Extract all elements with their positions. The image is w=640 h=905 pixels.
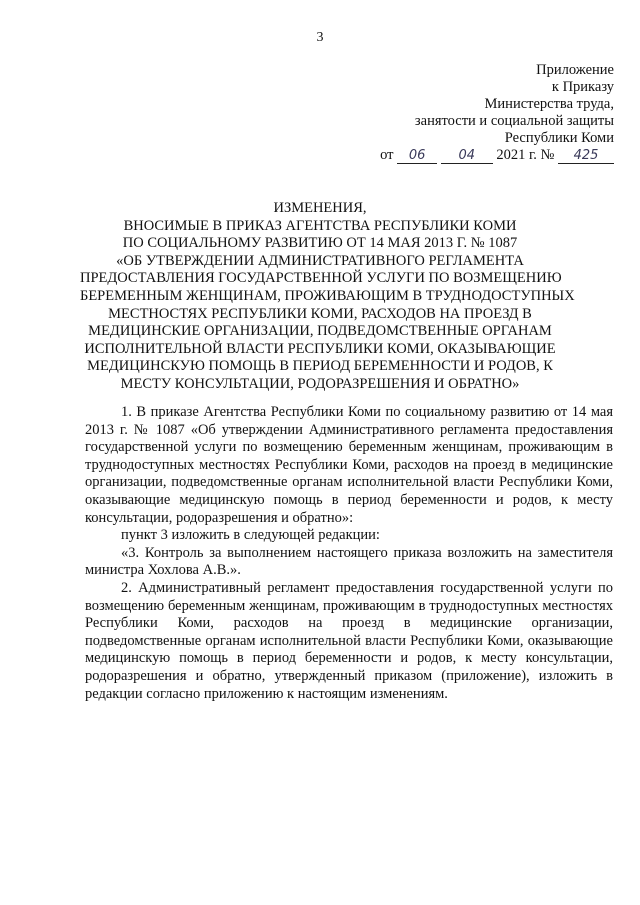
title-line: «ОБ УТВЕРЖДЕНИИ АДМИНИСТРАТИВНОГО РЕГЛАМЕНТА — [116, 252, 524, 269]
title-line: ПРЕДОСТАВЛЕНИЯ ГОСУДАРСТВЕННОЙ УСЛУГИ ПО ВОЗМЕЩЕНИЮ — [80, 270, 562, 287]
appendix-line: Министерства труда, — [484, 96, 614, 112]
title-line: БЕРЕМЕННЫМ ЖЕНЩИНАМ, ПРОЖИВАЮЩИМ В ТРУДНОДОСТУПНЫХ — [80, 287, 575, 304]
title-line: МЕДИЦИНСКИЕ ОРГАНИЗАЦИИ, ПОДВЕДОМСТВЕННЫЕ ОРГАНАМ — [88, 323, 552, 340]
paragraph-1: 1. В приказе Агентства Республики Коми по социальному развитию от 14 мая 2013 г. № 1087 «Об утверждении Административного регламента предоставления государственной услуги по возмещению беременным женщинам, проживающим в труднодоступных местностях Республики Коми, расходов на проезд в медицинские организации, подведомственные органам исполнительной власти Республики Коми, оказывающие медицинскую помощь в период беременности и родов, к месту консультации, родоразрешения и обратно»: — [85, 404, 613, 526]
title-line: ИСПОЛНИТЕЛЬНОЙ ВЛАСТИ РЕСПУБЛИКИ КОМИ, ОКАЗЫВАЮЩИЕ — [84, 340, 556, 357]
order-number: 425 — [558, 148, 614, 164]
title-line: ВНОСИМЫЕ В ПРИКАЗ АГЕНТСТВА РЕСПУБЛИКИ КОМИ — [123, 217, 517, 234]
title-line: МЕСТУ КОНСУЛЬТАЦИИ, РОДОРАЗРЕШЕНИЯ И ОБРАТНО» — [120, 375, 520, 392]
title-line: МЕСТНОСТЯХ РЕСПУБЛИКИ КОМИ, РАСХОДОВ НА ПРОЕЗД В — [108, 305, 532, 322]
order-month: 04 — [441, 148, 493, 164]
appendix-line: Республики Коми — [504, 130, 614, 146]
paragraph-instruction: пункт 3 изложить в следующей редакции: — [121, 527, 380, 544]
appendix-line: к Приказу — [551, 79, 614, 95]
paragraph-new-clause: «3. Контроль за выполнением настоящего приказа возложить на заместителя министра Хохлова А.В.». — [85, 544, 613, 579]
appendix-block — [314, 62, 614, 164]
order-day: 06 — [397, 148, 437, 164]
title-line: ИЗМЕНЕНИЯ, — [273, 200, 367, 216]
paragraph-2: 2. Административный регламент предоставления государственной услуги по возмещению беременным женщинам, проживающим в труднодоступных местностях Республики Коми, расходов на проезд в медицинские организации, подведомственные органам исполнительной власти Республики Коми, оказывающие медицинскую помощь в период беременности и родов, к месту консультации, родоразрешения и обратно, утвержденный приказом (приложение), изложить в редакции согласно приложению к настоящим изменениям. — [85, 579, 613, 702]
order-date-line — [314, 147, 614, 164]
document-title — [80, 200, 575, 394]
appendix-line: занятости и социальной защиты — [414, 113, 614, 129]
title-line: ПО СОЦИАЛЬНОМУ РАЗВИТИЮ ОТ 14 МАЯ 2013 Г. № 1087 — [122, 235, 518, 252]
title-line: МЕДИЦИНСКУЮ ПОМОЩЬ В ПЕРИОД БЕРЕМЕННОСТИ И РОДОВ, К — [87, 358, 553, 375]
appendix-line: Приложение — [536, 62, 614, 78]
page-number: 3 — [316, 30, 324, 45]
order-prefix: от — [380, 147, 394, 163]
order-year: 2021 г. № — [496, 147, 555, 163]
document-body — [85, 404, 613, 703]
